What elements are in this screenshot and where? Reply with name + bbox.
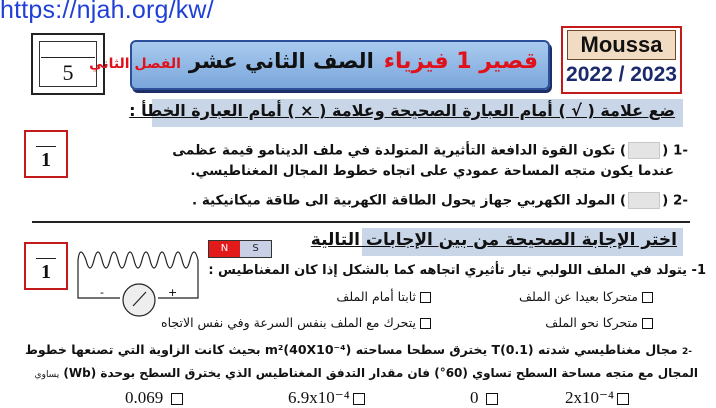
answer-checkbox[interactable] [617,393,629,405]
minus-sign-icon: - [100,286,104,299]
question-1-1: -1 () تكون القوة الدافعة التأثيرية المتولدة في ملف الدينامو قيمة عظمى [172,142,688,159]
grade-label: الصف الثاني عشر [188,49,374,73]
quiz-title: قصير 1 فيزياء [383,49,538,74]
option-stationary[interactable] [336,289,431,304]
answer-value: 0.069 [125,388,164,407]
section1-title: ضع علامة ( √ ) أمام العبارة الصحيحة وعلامة ( × ) أمام العبارة الخطأ : [129,101,675,120]
answer-checkbox[interactable] [353,393,365,405]
q2-2-line2-end: يساوي [34,370,60,380]
question-2-2-cont [35,366,698,380]
plus-sign-icon: + [168,286,178,299]
option-label: متحركا نحو الملف [545,315,638,330]
solenoid-diagram [70,230,210,326]
site-url[interactable]: https://njah.org/kw/ [0,0,214,24]
answer-option-b[interactable] [288,388,365,408]
option-label: ثابتا أمام الملف [336,289,416,304]
q2-number: -2 [672,192,688,209]
option-moving-with-coil[interactable] [161,315,431,330]
bar-magnet [208,240,272,258]
question-2-2 [25,342,692,357]
brand-box [561,26,682,94]
option-checkbox[interactable] [642,318,653,329]
option-label: متحركا بعيدا عن الملف [519,289,638,304]
option-moving-away[interactable] [519,289,653,304]
brand-name: Moussa [567,30,676,60]
answer-option-a[interactable] [125,388,183,408]
answer-checkbox[interactable] [486,393,498,405]
q2-2-line2: المجال مع متجه مساحة السطح تساوي (60°) فان مقدار التدفق المغناطيس الذي يخترق السطح بوحدة (Wb) [63,366,698,380]
section2-score-box [24,242,68,290]
section1-header [129,99,683,127]
q1-text-line2: عندما يكون متجه المساحة عمودي على اتجاه خطوط المجال المغناطيسي. [190,163,674,179]
q2-2-number: -2 [681,347,692,357]
magnet-north-pole: N [209,241,240,257]
answer-blank-1[interactable] [628,142,660,159]
answer-value: 6.9x10⁻⁴ [288,388,350,407]
academic-year: 2022 / 2023 [566,63,677,86]
option-moving-toward[interactable] [545,315,653,330]
title-banner [89,40,550,90]
total-score-value: 5 [62,60,74,85]
q2-text: المولد الكهربي جهاز يحول الطاقة الكهربية الى طاقة ميكانيكية . [192,192,616,209]
question-1-1-cont [190,163,674,179]
answer-value: 2x10⁻⁴ [565,388,614,407]
section1-score-line [36,146,56,147]
q1-text-line1: تكون القوة الدافعة التأثيرية المتولدة في ملف الدينامو قيمة عظمى [172,142,616,159]
section2-title: اختر الإجابة الصحيحة من بين الإجابات التالية [310,230,677,250]
option-checkbox[interactable] [420,318,431,329]
q1-number: -1 [672,142,688,159]
answer-option-c[interactable] [470,388,498,408]
option-checkbox[interactable] [420,292,431,303]
answer-value: 0 [470,388,479,407]
section2-score-value: 1 [41,261,51,283]
question-2-1 [208,263,706,278]
q2-2-line1: مجال مغناطيسي شدته T(0.1) يخترق سطحا مساحته (40X10⁻⁴)m² بحيث كانت الزاوية التي تصنعها خطوط [24,342,678,357]
section2-score-line [36,258,56,259]
q2-1-text: 1- يتولد في الملف اللولبي تيار تأثيري اتجاهه كما بالشكل إذا كان المغناطيس : [208,263,706,278]
answer-checkbox[interactable] [171,393,183,405]
question-1-2: -2 () المولد الكهربي جهاز يحول الطاقة الكهربية الى طاقة ميكانيكية . [192,192,688,209]
score-fraction-line [41,57,95,58]
semester-label: الفصل الثاني [89,56,181,72]
section-divider [32,221,690,223]
option-checkbox[interactable] [642,292,653,303]
section1-score-box [24,130,68,178]
magnet-south-pole: S [240,241,271,257]
section2-header [310,228,683,256]
answer-blank-2[interactable] [628,192,660,209]
option-label: يتحرك مع الملف بنفس السرعة وفي نفس الاتجاه [161,315,416,330]
section1-score-value: 1 [41,149,51,171]
answer-option-d[interactable] [565,388,629,408]
